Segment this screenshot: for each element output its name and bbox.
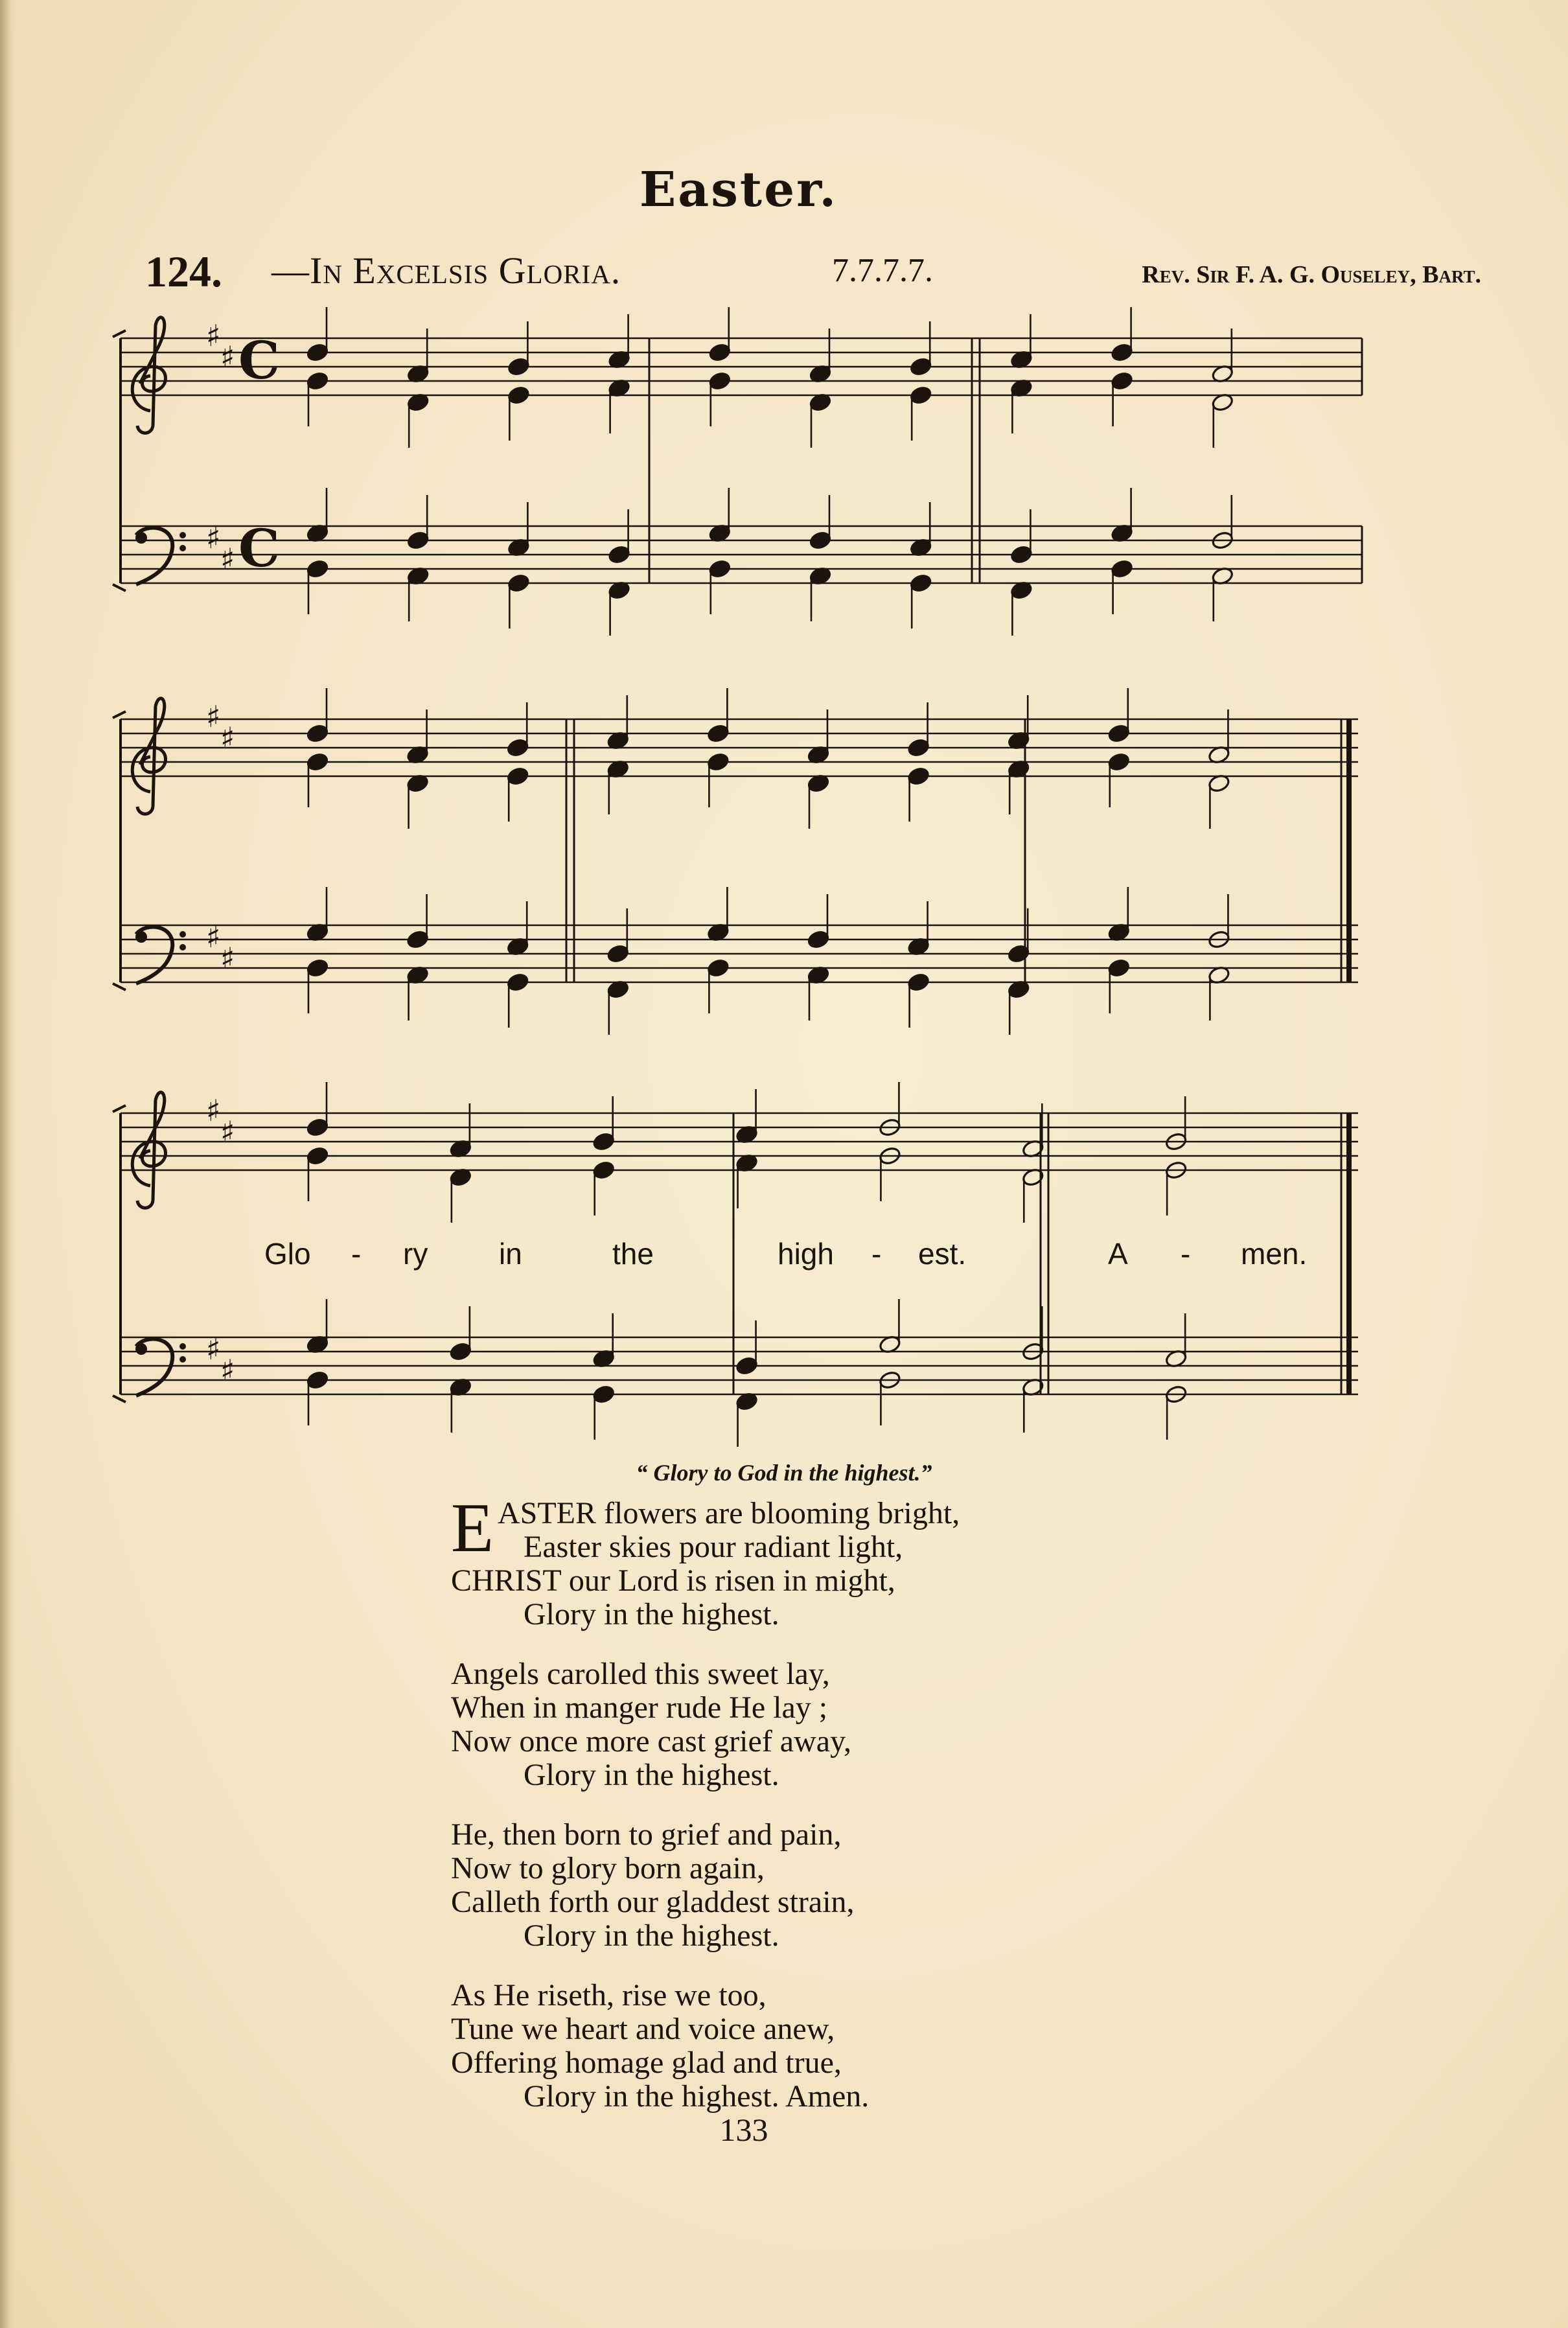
quarter-note [592, 1132, 616, 1152]
treble-clef [132, 1092, 165, 1208]
quarter-note [306, 559, 329, 579]
sharp-sign: ♯ [220, 941, 235, 976]
quarter-note [1111, 371, 1134, 391]
sharp-sign: ♯ [220, 542, 235, 577]
verse-text: As He riseth, rise we too, [451, 1978, 767, 2012]
quarter-note [592, 1385, 616, 1405]
quarter-note [809, 531, 832, 551]
section-title: Easter. [639, 162, 838, 218]
verse-stanza [451, 1979, 1228, 2114]
quarter-note [506, 973, 529, 993]
quarter-note [1111, 343, 1134, 363]
quarter-note [909, 573, 932, 594]
lyric-syllable: in [499, 1237, 522, 1271]
quarter-note [907, 738, 930, 758]
lyric-syllable: A [1108, 1237, 1128, 1271]
lyric-syllable: the [612, 1237, 654, 1271]
quarter-note [306, 958, 329, 978]
lyric-syllable: high [778, 1237, 834, 1271]
sharp-sign: ♯ [206, 520, 221, 555]
bass-clef-dot [179, 532, 186, 538]
hymn-composer: Rev. Sir F. A. G. Ouseley, Bart. [1142, 261, 1481, 288]
quarter-note [807, 930, 830, 950]
verse-line [451, 1657, 1228, 1691]
sharp-sign: ♯ [206, 318, 221, 353]
quarter-note [449, 1342, 472, 1362]
verse-line [451, 1852, 1228, 1885]
bass-clef-dot [179, 931, 186, 938]
verse-text: Calleth forth our gladdest strain, [451, 1885, 855, 1919]
verse-line [451, 1885, 1228, 1919]
sharp-sign: ♯ [220, 340, 235, 375]
quarter-note [708, 343, 732, 363]
quarter-note [406, 930, 430, 950]
sharp-sign: ♯ [206, 919, 221, 954]
verse-line [451, 1598, 1228, 1631]
verse-text: Now to glory born again, [451, 1851, 765, 1885]
time-signature: C [238, 518, 280, 579]
quarter-note [707, 724, 730, 744]
lyric-syllable: - [1181, 1237, 1191, 1271]
quarter-note [1107, 958, 1131, 978]
quarter-note [306, 724, 329, 744]
bass-clef-dot [135, 1343, 147, 1355]
verse-text: Easter skies pour radiant light, [524, 1530, 903, 1564]
sharp-sign: ♯ [206, 699, 221, 734]
hymn-caption: “ Glory to God in the highest.” [636, 1460, 932, 1486]
quarter-note [707, 752, 730, 772]
lyric-syllable: men. [1241, 1237, 1308, 1271]
quarter-note [707, 958, 730, 978]
verse-text: Glory in the highest. [524, 1597, 779, 1631]
quarter-note [1007, 944, 1030, 964]
quarter-note [1010, 545, 1033, 565]
hymn-number: 124. [145, 247, 222, 296]
hymn-name: —In Excelsis Gloria. [271, 249, 621, 292]
verse-line [451, 2046, 1228, 2080]
quarter-note [306, 371, 329, 391]
quarter-note [507, 386, 531, 406]
bass-clef-dot [179, 545, 186, 551]
verse-text: Tune we heart and voice anew, [451, 2012, 835, 2046]
treble-clef [132, 317, 165, 433]
verse-text: CHRIST our Lord is risen in might, [451, 1563, 895, 1598]
page-number: 133 [719, 2112, 768, 2148]
verse-line [451, 2012, 1228, 2046]
quarter-note [735, 1356, 759, 1376]
quarter-note [1111, 559, 1134, 579]
quarter-note [708, 371, 732, 391]
hymn-verses [451, 1490, 1228, 2139]
quarter-note [506, 766, 529, 787]
quarter-note [608, 545, 631, 565]
sharp-sign: ♯ [220, 1353, 235, 1388]
verse-text: ASTER flowers are blooming bright, [497, 1496, 960, 1530]
quarter-note [306, 1146, 329, 1166]
verse-stanza [451, 1490, 1228, 1631]
sharp-sign: ♯ [220, 1114, 235, 1149]
quarter-note [306, 752, 329, 772]
quarter-note [306, 1118, 329, 1138]
hymn-meter: 7.7.7.7. [832, 252, 933, 289]
quarter-note [506, 738, 529, 758]
quarter-note [606, 944, 630, 964]
quarter-note [907, 766, 930, 787]
verse-line [451, 1979, 1228, 2012]
lyric-syllable: - [351, 1237, 362, 1271]
sharp-sign: ♯ [206, 1093, 221, 1128]
verse-text: He, then born to grief and pain, [451, 1817, 842, 1852]
quarter-note [507, 573, 531, 594]
time-signature: C [238, 330, 280, 391]
verse-text: When in manger rude He lay ; [451, 1690, 828, 1725]
verse-line [451, 1564, 1228, 1598]
verse-line [451, 1919, 1228, 1953]
lyric-syllable: Glo [264, 1237, 311, 1271]
lyric-syllable: est. [918, 1237, 967, 1271]
verse-line [451, 2080, 1228, 2114]
quarter-note [306, 1370, 329, 1390]
verse-text: Glory in the highest. [524, 1758, 779, 1792]
sharp-sign: ♯ [206, 1331, 221, 1366]
bass-clef-dot [179, 1343, 186, 1350]
quarter-note [907, 973, 930, 993]
quarter-note [909, 357, 932, 377]
lyric-syllable: - [871, 1237, 882, 1271]
bass-clef-dot [179, 1356, 186, 1363]
verse-text: Glory in the highest. Amen. [524, 2079, 870, 2114]
verse-text: Now once more cast grief away, [451, 1724, 851, 1758]
quarter-note [406, 531, 430, 551]
verse-text: Glory in the highest. [524, 1919, 779, 1953]
verse-line [451, 1530, 1228, 1564]
quarter-note [1107, 752, 1131, 772]
quarter-note [306, 343, 329, 363]
verse-text: Angels carolled this sweet lay, [451, 1657, 830, 1691]
verse-line [451, 1758, 1228, 1792]
verse-stanza [451, 1818, 1228, 1953]
verse-text: Offering homage glad and true, [451, 2046, 842, 2080]
quarter-note [708, 559, 732, 579]
bass-clef-dot [179, 944, 186, 951]
verse-stanza [451, 1657, 1228, 1792]
quarter-note [592, 1160, 616, 1181]
bass-clef-dot [135, 931, 147, 943]
quarter-note [507, 357, 531, 377]
treble-clef [132, 698, 165, 814]
verse-line [451, 1725, 1228, 1758]
verse-line [451, 1691, 1228, 1725]
quarter-note [909, 386, 932, 406]
sharp-sign: ♯ [220, 720, 235, 755]
verse-line [451, 1818, 1228, 1852]
lyric-syllable: ry [403, 1237, 428, 1271]
bass-clef-dot [135, 532, 147, 544]
drop-cap: E [451, 1490, 494, 1567]
quarter-note [1107, 724, 1131, 744]
